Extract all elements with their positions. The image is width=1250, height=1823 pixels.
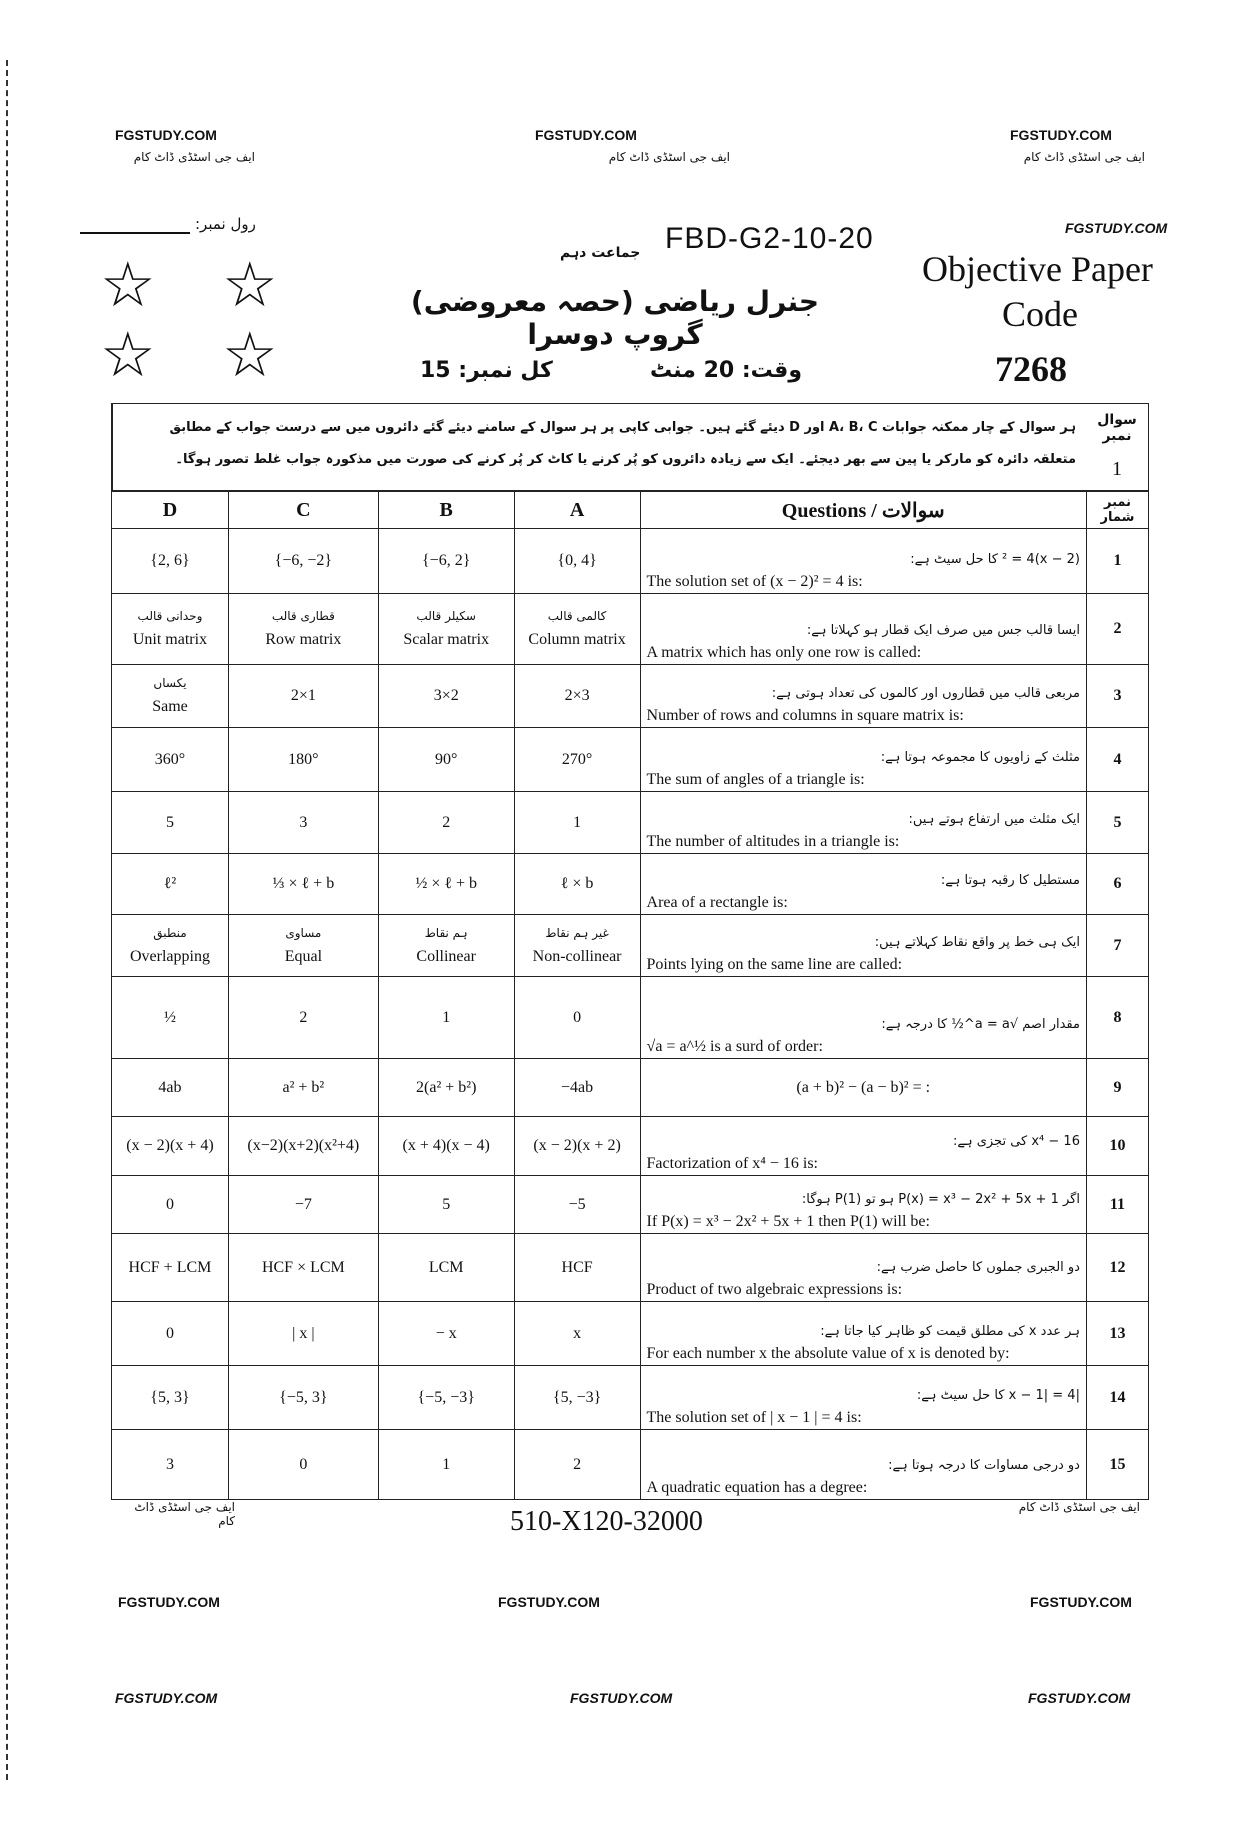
question-cell [640,594,1086,665]
option-c-text: HCF × LCM [261,1258,345,1276]
paper-code: 7268 [995,349,1067,389]
question-english: The number of altitudes in a triangle is: [646,833,900,850]
option-d [112,728,229,792]
option-c [228,792,378,854]
question-urdu: مستطیل کا رقبہ ہوتا ہے: [940,873,1080,888]
option-a [514,1430,640,1500]
option-c [228,594,378,665]
option-d [112,1366,229,1430]
option-b [378,728,514,792]
option-c-text: 180° [288,750,319,768]
margin-cut-line [6,60,8,1780]
option-c-text: −7 [294,1195,312,1213]
question-cell [640,1117,1086,1176]
question-cell [640,1430,1086,1500]
question-row [112,728,1149,792]
question-urdu: ایک ہی خط پر واقع نقاط کہلاتے ہیں: [874,935,1080,950]
option-a-text: 2×3 [564,687,590,704]
question-urdu: مقدار اصم √a = a^½ کا درجہ ہے: [881,1017,1080,1032]
star-icon: ☆ [100,252,156,320]
option-d-text: 4ab [158,1078,182,1096]
option-a [514,728,640,792]
option-c [228,1302,378,1366]
option-a-text: −4ab [561,1078,594,1096]
question-row [112,792,1149,854]
watermark: FGSTUDY.COM [570,1690,673,1706]
question-row [112,594,1149,665]
option-d-text: (x − 2)(x + 4) [126,1137,214,1154]
option-a-text: 0 [573,1008,582,1026]
watermark: FGSTUDY.COM [115,127,217,143]
option-a [514,1059,640,1117]
question-row [112,1059,1149,1117]
option-a-urdu: غیر ہم نقاط [545,925,609,940]
option-b [378,1176,514,1234]
option-c-text: 2 [299,1008,308,1026]
question-english: (a + b)² − (a − b)² = : [796,1078,931,1096]
question-number: 8 [1086,977,1148,1059]
question-urdu: ایسا قالب جس میں صرف ایک قطار ہو کہلاتا ہے: [806,623,1080,638]
option-d-urdu: یکساں [153,676,187,690]
option-d-text: ½ [163,1008,176,1026]
option-b-text: 1 [442,1008,451,1026]
star-icon: ☆ [100,322,156,390]
option-b-text: (x + 4)(x − 4) [402,1137,490,1154]
option-a [514,792,640,854]
option-c-text: 0 [299,1455,308,1473]
watermark-urdu: ایف جی اسٹڈی ڈاٹ کام [134,1500,235,1528]
question-number: 11 [1086,1176,1148,1234]
option-d-text: 0 [165,1324,174,1342]
option-c [228,529,378,594]
option-b-text: 2(a² + b²) [416,1078,477,1096]
time-allowed: وقت: 20 منٹ [650,358,803,383]
column-header-b: B [378,492,514,529]
watermark: FGSTUDY.COM [1010,127,1112,143]
option-b [378,1430,514,1500]
option-d-urdu: منطبق [153,925,187,940]
question-cell [640,854,1086,915]
option-d-text: Same [152,698,188,715]
option-d-text: 0 [165,1195,174,1213]
option-c-text: 3 [299,813,308,831]
option-b-text: 90° [435,750,458,768]
question-cell [640,665,1086,728]
question-number-box [1086,404,1148,490]
option-c-text: 2×1 [290,687,316,704]
option-a-text: Non-collinear [532,947,622,965]
option-c-text: {−6, −2} [274,552,333,569]
question-urdu: مربعی قالب میں قطاروں اور کالموں کی تعداد ہوتی ہے: [771,686,1080,701]
option-d [112,1302,229,1366]
question-row [112,854,1149,915]
question-number: 6 [1086,854,1148,915]
option-d [112,1430,229,1500]
option-d [112,915,229,977]
question-english: If P(x) = x³ − 2x² + 5x + 1 then P(1) will be: [646,1213,930,1230]
option-b-text: 1 [442,1455,451,1473]
question-number: 7 [1086,915,1148,977]
option-a-text: {0, 4} [557,552,597,569]
question-urdu: ہر عدد x کی مطلق قیمت کو ظاہر کیا جاتا ہے: [820,1324,1080,1339]
question-urdu: مثلث کے زاویوں کا مجموعہ ہوتا ہے: [880,750,1080,765]
question-urdu: |x − 1| = 4 کا حل سیٹ ہے: [916,1388,1080,1403]
option-b-text: Collinear [416,947,476,965]
question-number: 13 [1086,1302,1148,1366]
question-english: Number of rows and columns in square matrix is: [646,707,964,724]
question-cell [640,915,1086,977]
question-number: 1 [1112,458,1122,480]
option-d-text: Overlapping [129,947,210,965]
question-urdu: اگر P(x) = x³ − 2x² + 5x + 1 ہو تو P(1) ہوگا: [801,1192,1080,1207]
question-urdu: ایک مثلث میں ارتفاع ہوتے ہیں: [908,812,1080,827]
option-d [112,977,229,1059]
column-header-a: A [514,492,640,529]
option-b [378,854,514,915]
watermark: FGSTUDY.COM [115,1690,218,1706]
star-icon: ☆ [222,322,278,390]
option-c [228,915,378,977]
option-c [228,1059,378,1117]
column-header-questions: Questions / سوالات [640,492,1086,529]
option-c [228,1117,378,1176]
option-b-text: Scalar matrix [403,631,490,648]
option-a-text: x [573,1324,582,1342]
option-a-text: 270° [561,750,593,768]
option-d-text: 3 [165,1455,174,1473]
option-a-text: {5, −3} [552,1388,602,1406]
option-a-text: Column matrix [528,631,626,648]
option-a [514,594,640,665]
watermark-urdu: ایف جی اسٹڈی ڈاٹ کام [608,150,730,164]
question-english: √a = a^½ is a surd of order: [646,1038,823,1055]
option-a [514,1176,640,1234]
option-c-urdu: مساوی [285,925,322,940]
question-number-label: سوال نمبر [1097,412,1137,444]
option-d-text: {2, 6} [150,552,190,569]
question-english: For each number x the absolute value of x is denoted by: [646,1345,1010,1362]
question-row [112,1176,1149,1234]
option-a-urdu: کالمی قالب [547,609,607,623]
option-b [378,792,514,854]
star-icon: ☆ [222,252,278,320]
option-b [378,529,514,594]
option-c-text: (x−2)(x+2)(x²+4) [247,1137,360,1154]
option-b [378,1302,514,1366]
mcq-table [111,491,1149,1500]
instructions-box [111,403,1149,491]
option-c-text: {−5, 3} [279,1388,328,1406]
option-c [228,977,378,1059]
question-cell [640,1059,1086,1117]
question-number: 5 [1086,792,1148,854]
column-header-d: D [112,492,229,529]
option-b [378,1117,514,1176]
option-a-text: 2 [573,1455,582,1473]
option-d [112,1176,229,1234]
class-label: جماعت دہم [560,245,641,261]
option-a [514,1302,640,1366]
question-urdu: x⁴ − 16 کی تجزی ہے: [952,1134,1080,1149]
option-d-text: ℓ² [163,875,177,892]
paper-number: 510-X120-32000 [510,1506,703,1537]
question-row [112,1234,1149,1302]
option-a-text: −5 [568,1195,586,1213]
option-d-text: 360° [154,750,186,768]
roll-number-line [80,232,190,234]
column-header-number: نمبر شمار [1086,492,1148,529]
watermark-urdu: ایف جی اسٹڈی ڈاٹ کام [1018,1500,1140,1514]
question-cell [640,529,1086,594]
option-b [378,1366,514,1430]
code-label: Code [1002,294,1078,334]
option-b-text: {−6, 2} [422,552,471,569]
option-a-text: 1 [573,813,582,831]
instructions-text: ہر سوال کے چار ممکنہ جوابات A، B، C اور D دیئے گئے ہیں۔ جوابی کاپی پر ہر سوال کے سامنے دیئے گئے دائروں میں سے درست جواب کے مطابق متعلقہ دائرہ کو مارکر یا پین سے بھر دیجئے۔ ایک سے زیادہ دائروں کو پُر کرنے یا کاٹ کر پُر کرنے کی صورت میں مذکورہ جواب غلط تصور ہوگا۔ [112,404,1086,490]
option-d-text: {5, 3} [150,1388,190,1406]
option-c-text: | x | [292,1324,315,1342]
option-a-text: (x − 2)(x + 2) [533,1137,621,1154]
option-b [378,1059,514,1117]
question-number: 10 [1086,1117,1148,1176]
option-d-urdu: وحدانی قالب [137,609,203,623]
option-b-text: − x [435,1324,457,1342]
option-d [112,1234,229,1302]
question-english: A quadratic equation has a degree: [646,1479,868,1496]
question-english: The sum of angles of a triangle is: [646,771,865,788]
question-cell [640,1302,1086,1366]
question-number: 9 [1086,1059,1148,1117]
option-c [228,854,378,915]
option-c-text: a² + b² [282,1078,325,1096]
option-d-text: HCF + LCM [128,1258,212,1276]
question-cell [640,728,1086,792]
option-c [228,665,378,728]
option-a-text: ℓ × b [560,875,594,892]
option-d [112,854,229,915]
option-b [378,665,514,728]
question-cell [640,792,1086,854]
question-cell [640,1234,1086,1302]
question-row [112,1366,1149,1430]
question-number: 12 [1086,1234,1148,1302]
option-d [112,529,229,594]
watermark: FGSTUDY.COM [498,1594,600,1610]
question-number: 2 [1086,594,1148,665]
question-english: Factorization of x⁴ − 16 is: [646,1155,818,1172]
question-english: The solution set of | x − 1 | = 4 is: [646,1409,862,1426]
option-c-text: ⅓ × ℓ + b [272,875,335,892]
question-number: 3 [1086,665,1148,728]
option-b-urdu: ہم نقاط [424,925,468,940]
handwritten-code: FBD-G2-10-20 [665,222,874,255]
question-row [112,915,1149,977]
option-b-text: 3×2 [433,687,459,704]
watermark: FGSTUDY.COM [1028,1690,1131,1706]
paper-title: Objective Paper [922,249,1153,289]
option-c-urdu: قطاری قالب [271,609,335,623]
option-a-text: HCF [561,1258,593,1276]
option-a [514,977,640,1059]
option-c [228,1430,378,1500]
table-header-row [112,492,1149,529]
option-a [514,1234,640,1302]
question-row [112,1430,1149,1500]
question-english: Area of a rectangle is: [646,894,788,911]
option-b-text: 2 [442,813,451,831]
question-urdu: دو الجبری جملوں کا حاصل ضرب ہے: [876,1260,1080,1275]
question-number: 1 [1086,529,1148,594]
watermark-urdu: ایف جی اسٹڈی ڈاٹ کام [1023,150,1145,164]
question-row [112,1117,1149,1176]
question-number: 14 [1086,1366,1148,1430]
option-b-urdu: سکیلر قالب [416,609,476,623]
option-c [228,1234,378,1302]
watermark: FGSTUDY.COM [1030,1594,1132,1610]
option-b-text: LCM [428,1258,464,1276]
question-row [112,977,1149,1059]
option-b [378,977,514,1059]
question-urdu: دو درجی مساوات کا درجہ ہوتا ہے: [888,1458,1080,1473]
question-english: A matrix which has only one row is called: [646,644,922,661]
question-cell [640,977,1086,1059]
option-c [228,1176,378,1234]
option-b [378,594,514,665]
watermark-urdu: ایف جی اسٹڈی ڈاٹ کام [133,150,255,164]
question-row [112,665,1149,728]
option-c [228,728,378,792]
question-number: 15 [1086,1430,1148,1500]
watermark: FGSTUDY.COM [118,1594,220,1610]
option-a [514,1117,640,1176]
option-c [228,1366,378,1430]
option-b-text: ½ × ℓ + b [415,875,478,892]
option-d [112,792,229,854]
option-d-text: 5 [165,813,174,831]
option-d [112,1059,229,1117]
option-c-text: Equal [284,947,323,965]
option-a [514,915,640,977]
option-b-text: {−5, −3} [417,1388,475,1406]
option-b-text: 5 [442,1195,451,1213]
roll-number-label: رول نمبر: [195,215,256,233]
option-d [112,665,229,728]
question-cell [640,1366,1086,1430]
question-row [112,1302,1149,1366]
option-d [112,1117,229,1176]
watermark: FGSTUDY.COM [1065,220,1168,236]
question-english: The solution set of (x − 2)² = 4 is: [646,573,863,590]
option-a [514,854,640,915]
option-a [514,665,640,728]
question-urdu: (x − 2)² = 4 کا حل سیٹ ہے: [910,552,1080,567]
option-d-text: Unit matrix [132,631,208,648]
question-english: Points lying on the same line are called: [646,956,903,973]
column-header-c: C [228,492,378,529]
option-b [378,915,514,977]
subject-title: جنرل ریاضی (حصہ معروضی) گروپ دوسرا [410,285,820,351]
option-a [514,1366,640,1430]
question-row [112,529,1149,594]
total-marks: کل نمبر: 15 [420,358,553,383]
question-english: Product of two algebraic expressions is: [646,1281,903,1298]
question-number: 4 [1086,728,1148,792]
question-cell [640,1176,1086,1234]
option-c-text: Row matrix [265,631,342,648]
option-b [378,1234,514,1302]
option-d [112,594,229,665]
watermark: FGSTUDY.COM [535,127,637,143]
option-a [514,529,640,594]
